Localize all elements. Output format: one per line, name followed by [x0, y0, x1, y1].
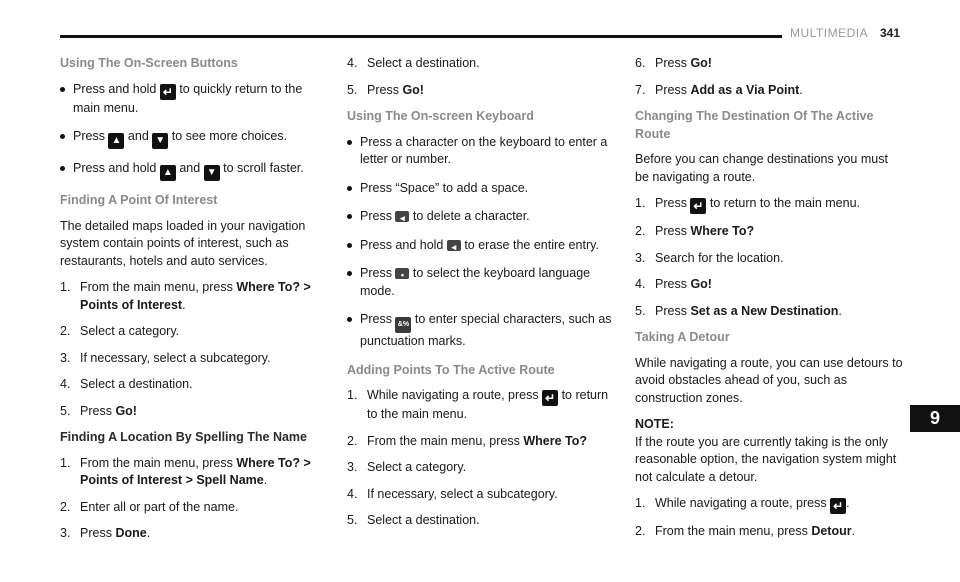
step-item: 5. Press Go! [60, 403, 137, 418]
up-arrow-icon [108, 133, 124, 149]
paragraph: Before you can change destinations you must be navigating a route. [635, 152, 888, 184]
note-text: If the route you are currently taking is the only reasonable option, the navigation system might not calculate a detour. [635, 434, 897, 484]
heading-add-points: Adding Points To The Active Route [347, 362, 555, 377]
header-rule [60, 35, 782, 38]
bullet-item: Press and hold ↵ to quickly return to the main menu. [60, 81, 322, 118]
step-item: 5. Select a destination. [347, 513, 480, 527]
bullet-item: Press ▲ and ▼ to see more choices. [60, 128, 322, 149]
step-item: 2. Press Where To? [635, 224, 755, 238]
bullet-item: Press &% to enter special characters, such as punctuation marks. [347, 311, 615, 351]
up-arrow-icon [160, 165, 176, 181]
step-item: 1. From the main menu, press Where To? > Points of Interest. [60, 280, 311, 312]
step-item: 3. Search for the location. [635, 250, 784, 265]
heading-change-destination: Changing The Destination Of The Active Route [635, 109, 874, 141]
return-arrow-icon [160, 84, 176, 100]
step-item: 2. Enter all or part of the name. [60, 499, 239, 514]
heading-keyboard: Using The On-screen Keyboard [347, 109, 534, 123]
return-arrow-icon [542, 390, 558, 406]
column-2 [347, 55, 615, 539]
paragraph: The detailed maps loaded in your navigation system contain points of interest, such as restaurants, hotels and auto services. [60, 218, 306, 268]
step-item: 3. Select a category. [347, 460, 467, 474]
special-characters-icon [395, 317, 411, 333]
chapter-tab: 9 [910, 405, 960, 432]
step-item: 3. Press Done. [60, 526, 151, 540]
bullet-item: Press “Space” to add a space. [347, 180, 615, 198]
backspace-icon [395, 211, 409, 222]
return-arrow-icon [690, 198, 706, 214]
step-item: 4. Press Go! [635, 277, 712, 291]
column-3 [635, 55, 903, 550]
page-number: 341 [880, 26, 901, 40]
step-item: 3. If necessary, select a subcategory. [60, 350, 271, 365]
step-item: 2. From the main menu, press Detour. [635, 524, 856, 538]
bullet-item: Press ◂ to delete a character. [347, 208, 615, 226]
step-item: 2. From the main menu, press Where To? [347, 433, 587, 448]
step-item: 1. From the main menu, press Where To? > Points of Interest > Spell Name. [60, 455, 311, 487]
down-arrow-icon [204, 165, 220, 181]
heading-point-of-interest: Finding A Point Of Interest [60, 193, 218, 207]
step-item: 1. Press ↵ to return to the main menu. [635, 195, 903, 214]
bullet-item: Press a character on the keyboard to enter a letter or number. [347, 134, 615, 169]
paragraph: While navigating a route, you can use detours to avoid obstacles ahead of you, such as construction zones. [635, 355, 903, 405]
step-item: 2. Select a category. [60, 324, 180, 338]
step-item: 4. If necessary, select a subcategory. [347, 486, 558, 501]
heading-detour: Taking A Detour [635, 330, 730, 344]
keyboard-language-icon [395, 268, 409, 279]
bullet-item: Press and hold ▲ and ▼ to scroll faster. [60, 160, 322, 181]
step-item: 1. While navigating a route, press ↵ to return to the main menu. [347, 387, 615, 424]
heading-on-screen-buttons: Using The On-Screen Buttons [60, 56, 238, 70]
step-item: 6. Press Go! [635, 56, 712, 70]
step-item: 5. Press Set as a New Destination. [635, 303, 842, 318]
step-item: 4. Select a destination. [60, 377, 193, 391]
column-1 [60, 55, 322, 552]
bullet-item: Press and hold ◂ to erase the entire entry. [347, 237, 615, 255]
down-arrow-icon [152, 133, 168, 149]
heading-spell-name: Finding A Location By Spelling The Name [60, 430, 308, 444]
bullet-item: Press • to select the keyboard language mode. [347, 265, 615, 300]
step-item: 7. Press Add as a Via Point. [635, 82, 803, 97]
return-arrow-icon [830, 498, 846, 514]
step-item: 4. Select a destination. [347, 56, 480, 70]
section-title: MULTIMEDIA [790, 26, 869, 40]
note-label: NOTE: [635, 417, 674, 431]
backspace-icon [447, 240, 461, 251]
step-item: 5. Press Go! [347, 82, 424, 97]
step-item: 1. While navigating a route, press ↵. [635, 495, 903, 514]
